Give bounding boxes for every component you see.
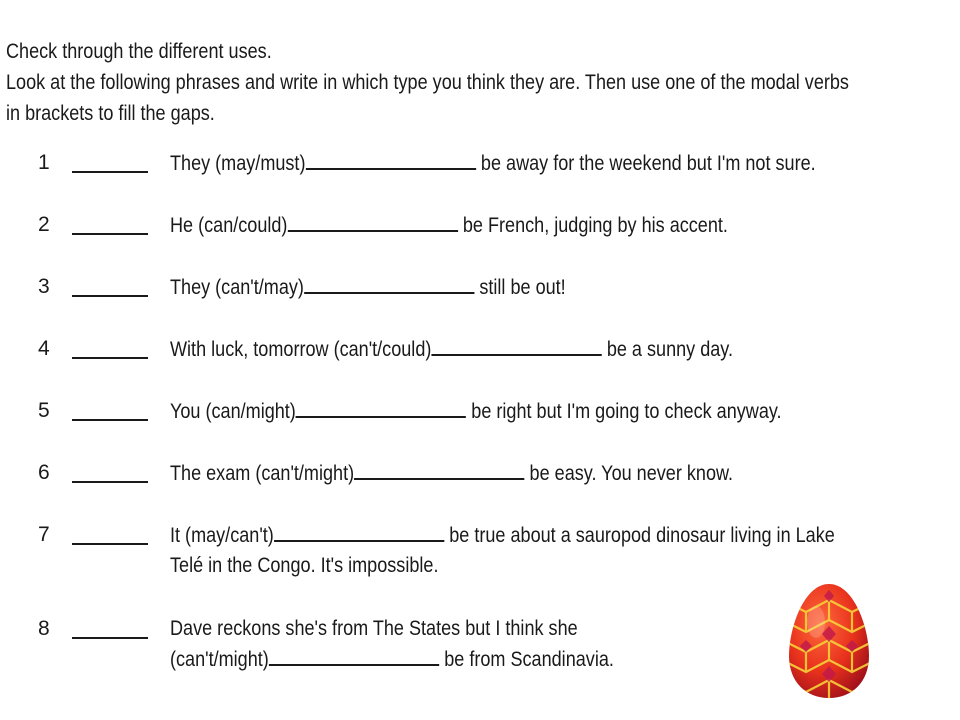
item-prompt: You (can/might) bbox=[170, 400, 296, 423]
item-text bbox=[170, 210, 728, 241]
item-text bbox=[170, 396, 782, 427]
item-number: 5 bbox=[38, 399, 50, 422]
item-continuation: be French, judging by his accent. bbox=[462, 214, 728, 237]
item-text-line-2 bbox=[170, 644, 614, 675]
item-continuation: still be out! bbox=[479, 276, 566, 299]
instructions-line-2: Look at the following phrases and write in which type you think they are. Then use one of the modal verbs bbox=[6, 71, 849, 94]
item-number: 8 bbox=[38, 617, 50, 640]
type-blank[interactable] bbox=[72, 233, 148, 235]
item-number: 7 bbox=[38, 523, 50, 546]
item-number: 3 bbox=[38, 275, 50, 298]
item-prompt: They (may/must) bbox=[170, 152, 306, 175]
item-text bbox=[170, 272, 566, 303]
modal-verb-gap[interactable] bbox=[296, 396, 466, 418]
item-text-line-1: Dave reckons she's from The States but I think she bbox=[170, 617, 578, 640]
item-continuation: be a sunny day. bbox=[606, 338, 734, 361]
instructions-line-3: in brackets to fill the gaps. bbox=[6, 102, 215, 125]
item-prompt: It (may/can't) bbox=[170, 524, 274, 547]
item-continuation: be true about a sauropod dinosaur living in Lake bbox=[449, 524, 835, 547]
type-blank[interactable] bbox=[72, 295, 148, 297]
modal-verb-gap[interactable] bbox=[269, 644, 439, 666]
item-prompt: (can't/might) bbox=[170, 648, 269, 671]
item-prompt: He (can/could) bbox=[170, 214, 288, 237]
type-blank[interactable] bbox=[72, 481, 148, 483]
item-number: 2 bbox=[38, 213, 50, 236]
item-text bbox=[170, 148, 816, 179]
type-blank[interactable] bbox=[72, 543, 148, 545]
type-blank[interactable] bbox=[72, 357, 148, 359]
type-blank[interactable] bbox=[72, 419, 148, 421]
type-blank[interactable] bbox=[72, 637, 148, 639]
item-text-line-2: Telé in the Congo. It's impossible. bbox=[170, 554, 439, 577]
item-prompt: With luck, tomorrow (can't/could) bbox=[170, 338, 432, 361]
item-number: 6 bbox=[38, 461, 50, 484]
item-text bbox=[170, 334, 733, 365]
item-text bbox=[170, 458, 733, 489]
modal-verb-gap[interactable] bbox=[431, 334, 601, 356]
modal-verb-gap[interactable] bbox=[304, 272, 474, 294]
modal-verb-gap[interactable] bbox=[354, 458, 524, 480]
easter-egg-icon bbox=[786, 582, 872, 700]
instructions bbox=[6, 36, 943, 129]
item-continuation: be easy. You never know. bbox=[529, 462, 734, 485]
item-text-line-1 bbox=[170, 520, 835, 551]
item-continuation: be from Scandinavia. bbox=[444, 648, 614, 671]
item-text bbox=[170, 614, 614, 675]
item-continuation: be right but I'm going to check anyway. bbox=[471, 400, 782, 423]
item-text bbox=[170, 520, 835, 581]
item-prompt: The exam (can't/might) bbox=[170, 462, 355, 485]
modal-verb-gap[interactable] bbox=[305, 148, 475, 170]
item-continuation: be away for the weekend but I'm not sure. bbox=[480, 152, 816, 175]
item-number: 1 bbox=[38, 151, 50, 174]
item-number: 4 bbox=[38, 337, 50, 360]
item-prompt: They (can't/may) bbox=[170, 276, 304, 299]
type-blank[interactable] bbox=[72, 171, 148, 173]
modal-verb-gap[interactable] bbox=[274, 520, 444, 542]
modal-verb-gap[interactable] bbox=[287, 210, 457, 232]
instructions-line-1: Check through the different uses. bbox=[6, 40, 272, 63]
